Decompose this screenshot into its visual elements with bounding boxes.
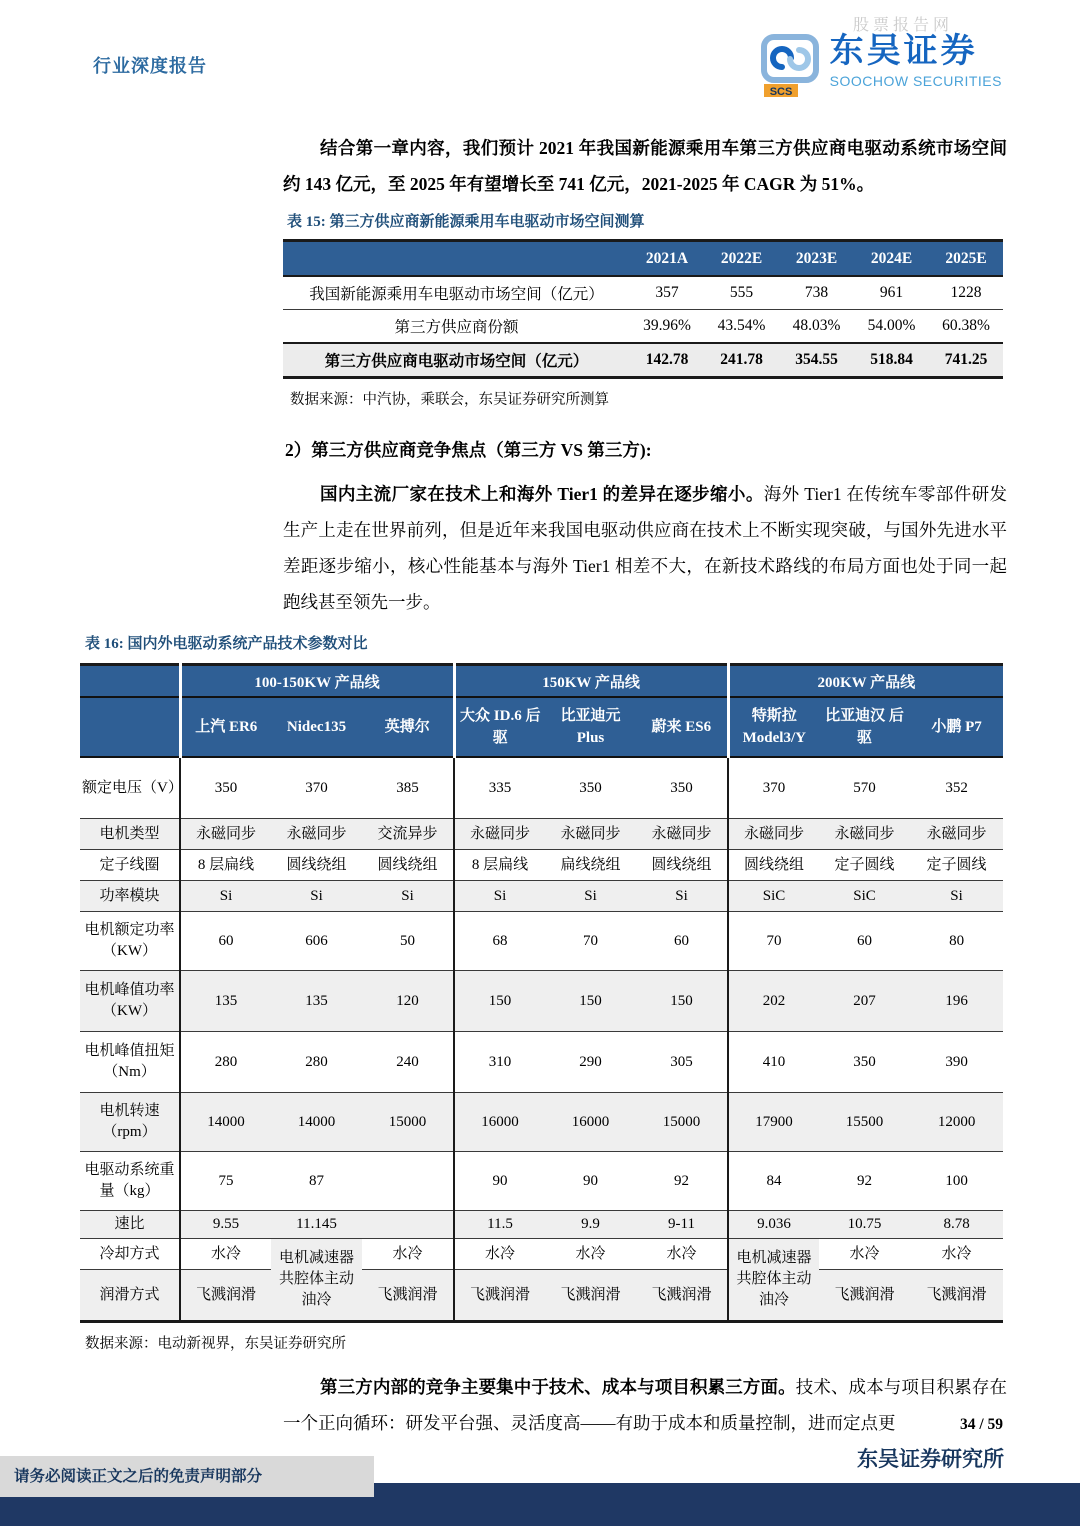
paragraph-rest: 技术、成本与项目积累存在一个正向循环：研发平台强、灵活度高——有助于成本和质量控制，进而定点更 bbox=[283, 1377, 1008, 1433]
cell: 70 bbox=[728, 912, 819, 971]
paragraph-rest: 海外 Tier1 在传统车零部件研发生产上走在世界前列，但是近年来我国电驱动供应商在技术上不断实现突破，与国外先进水平差距逐步缩小，核心性能基本与海外 Tier1 相差不大，在新技术路线的布局方面也处于同一起跑线甚至领先一步。 bbox=[283, 484, 1007, 612]
table-15-caption-text: 第三方供应商新能源乘用车电驱动市场空间测算 bbox=[329, 214, 645, 230]
table-15-caption-label: 表 15: bbox=[287, 214, 326, 230]
cell: 14000 bbox=[180, 1093, 271, 1152]
table-row bbox=[80, 1093, 1003, 1152]
cell: 水冷 bbox=[819, 1239, 910, 1270]
row-label: 速比 bbox=[80, 1211, 180, 1239]
cell: 9.55 bbox=[180, 1211, 271, 1239]
cell: 水冷 bbox=[454, 1239, 545, 1270]
paragraph-lead: 第三方内部的竞争主要集中于技术、成本与项目积累三方面。 bbox=[320, 1377, 796, 1397]
cell: 飞溅润滑 bbox=[636, 1270, 728, 1322]
cell: 9.036 bbox=[728, 1211, 819, 1239]
cell: 16000 bbox=[545, 1093, 636, 1152]
row-label: 电机转速（rpm） bbox=[80, 1093, 180, 1152]
cell: 555 bbox=[704, 276, 779, 310]
watermark: 股票报告网 bbox=[853, 17, 954, 34]
page-number: 34 / 59 bbox=[959, 1416, 1003, 1433]
column-header: 比亚迪元 Plus bbox=[545, 697, 636, 757]
cell: Si bbox=[271, 881, 362, 912]
cell: Si bbox=[180, 881, 271, 912]
cell: 定子圆线 bbox=[910, 850, 1003, 881]
table-row-total bbox=[283, 343, 1003, 378]
cell: 75 bbox=[180, 1152, 271, 1211]
cell: 10.75 bbox=[819, 1211, 910, 1239]
soochow-logo-icon bbox=[760, 34, 820, 103]
cell: 9.9 bbox=[545, 1211, 636, 1239]
cell: 280 bbox=[271, 1032, 362, 1093]
column-header: 小鹏 P7 bbox=[910, 697, 1003, 757]
table-15-header-row bbox=[283, 241, 1003, 277]
cell: 290 bbox=[545, 1032, 636, 1093]
cell: 永磁同步 bbox=[636, 819, 728, 850]
cell: 飞溅润滑 bbox=[910, 1270, 1003, 1322]
cell: 354.55 bbox=[779, 343, 854, 378]
cell: 135 bbox=[271, 971, 362, 1032]
table-row bbox=[80, 1152, 1003, 1211]
paragraph-forecast: 结合第一章内容，我们预计 2021 年我国新能源乘用车第三方供应商电驱动系统市场空间约 143 亿元，至 2025 年有望增长至 741 亿元，2021-2025 年 CAGR 为 51%。 bbox=[283, 138, 1007, 194]
cell: 135 bbox=[180, 971, 271, 1032]
cell: Si bbox=[910, 881, 1003, 912]
row-label: 电机峰值功率（KW） bbox=[80, 971, 180, 1032]
cell: 54.00% bbox=[854, 310, 929, 344]
cell: 水冷 bbox=[636, 1239, 728, 1270]
cell: 741.25 bbox=[929, 343, 1003, 378]
section-heading: 2）第三方供应商竞争焦点（第三方 VS 第三方): bbox=[285, 440, 652, 460]
cell: 202 bbox=[728, 971, 819, 1032]
cell: 142.78 bbox=[630, 343, 704, 378]
table-15-source: 数据来源：中汽协，乘联会，东吴证券研究所测算 bbox=[290, 392, 609, 408]
cell: 48.03% bbox=[779, 310, 854, 344]
cell: 606 bbox=[271, 912, 362, 971]
cell bbox=[362, 1211, 454, 1239]
cell: 飞溅润滑 bbox=[362, 1270, 454, 1322]
column-header bbox=[283, 241, 630, 277]
cell: 永磁同步 bbox=[728, 819, 819, 850]
cell: 196 bbox=[910, 971, 1003, 1032]
cell: SiC bbox=[819, 881, 910, 912]
cell: 永磁同步 bbox=[271, 819, 362, 850]
cell: 永磁同步 bbox=[819, 819, 910, 850]
table-row bbox=[80, 1211, 1003, 1239]
cell: 永磁同步 bbox=[180, 819, 271, 850]
cell: 50 bbox=[362, 912, 454, 971]
column-header: 2024E bbox=[854, 241, 929, 277]
cell: 357 bbox=[630, 276, 704, 310]
cell: 水冷 bbox=[180, 1239, 271, 1270]
cell: SiC bbox=[728, 881, 819, 912]
table-15-caption bbox=[287, 210, 1003, 231]
row-label: 第三方供应商份额 bbox=[283, 310, 630, 344]
column-header: 2021A bbox=[630, 241, 704, 277]
cell: 15000 bbox=[636, 1093, 728, 1152]
row-label: 额定电压（V） bbox=[80, 757, 180, 819]
table-16-source: 数据来源：电动新视界，东吴证券研究所 bbox=[85, 1336, 346, 1352]
merged-cell: 电机减速器共腔体主动油冷 bbox=[271, 1239, 362, 1322]
cell: 80 bbox=[910, 912, 1003, 971]
cell: 350 bbox=[180, 757, 271, 819]
cell: Si bbox=[545, 881, 636, 912]
cell: 60 bbox=[636, 912, 728, 971]
cell: 150 bbox=[545, 971, 636, 1032]
cell: Si bbox=[362, 881, 454, 912]
table-16-caption bbox=[85, 632, 1003, 653]
cell: 60 bbox=[180, 912, 271, 971]
corner-cell bbox=[80, 665, 180, 698]
cell: 8 层扁线 bbox=[454, 850, 545, 881]
table-row bbox=[80, 1032, 1003, 1093]
merged-cell: 电机减速器共腔体主动油冷 bbox=[728, 1239, 819, 1322]
table-row bbox=[80, 971, 1003, 1032]
table-row-lubrication bbox=[80, 1270, 1003, 1322]
table-row bbox=[80, 881, 1003, 912]
column-header: 蔚来 ES6 bbox=[636, 697, 728, 757]
cell: 305 bbox=[636, 1032, 728, 1093]
cell: 350 bbox=[819, 1032, 910, 1093]
logo-name-en: SOOCHOW SECURITIES bbox=[829, 72, 1002, 89]
logo-text bbox=[830, 34, 1002, 89]
cell: 87 bbox=[271, 1152, 362, 1211]
cell: 圆线绕组 bbox=[362, 850, 454, 881]
column-header: 特斯拉 Model3/Y bbox=[728, 697, 819, 757]
column-header: 2023E bbox=[779, 241, 854, 277]
table-16-caption-text: 国内外电驱动系统产品技术参数对比 bbox=[127, 636, 368, 652]
cell: 241.78 bbox=[704, 343, 779, 378]
cell: 240 bbox=[362, 1032, 454, 1093]
cell: 永磁同步 bbox=[910, 819, 1003, 850]
cell: 飞溅润滑 bbox=[819, 1270, 910, 1322]
cell: 385 bbox=[362, 757, 454, 819]
row-label: 我国新能源乘用车电驱动市场空间（亿元） bbox=[283, 276, 630, 310]
cell: 飞溅润滑 bbox=[454, 1270, 545, 1322]
cell: 9-11 bbox=[636, 1211, 728, 1239]
cell: 370 bbox=[271, 757, 362, 819]
row-label: 第三方供应商电驱动市场空间（亿元） bbox=[283, 343, 630, 378]
cell: 120 bbox=[362, 971, 454, 1032]
cell: 150 bbox=[636, 971, 728, 1032]
row-label: 定子线圈 bbox=[80, 850, 180, 881]
row-label: 润滑方式 bbox=[80, 1270, 180, 1322]
row-label: 冷却方式 bbox=[80, 1239, 180, 1270]
table-16-column-header-row bbox=[80, 697, 1003, 757]
cell: 扁线绕组 bbox=[545, 850, 636, 881]
cell: 150 bbox=[454, 971, 545, 1032]
report-type-label: 行业深度报告 bbox=[93, 56, 207, 76]
table-row bbox=[80, 850, 1003, 881]
cell: 60.38% bbox=[929, 310, 1003, 344]
cell: 17900 bbox=[728, 1093, 819, 1152]
column-header: 大众 ID.6 后驱 bbox=[454, 697, 545, 757]
cell: 永磁同步 bbox=[454, 819, 545, 850]
table-16-group-header-row bbox=[80, 665, 1003, 698]
table-row bbox=[80, 912, 1003, 971]
table-row-cooling bbox=[80, 1239, 1003, 1270]
cell: 92 bbox=[819, 1152, 910, 1211]
column-header: 比亚迪汉 后驱 bbox=[819, 697, 910, 757]
table-row bbox=[80, 757, 1003, 819]
table-16-caption-label: 表 16: bbox=[85, 636, 124, 652]
logo-name-cn: 东吴证券 bbox=[829, 32, 978, 70]
cell: 圆线绕组 bbox=[728, 850, 819, 881]
cell: 飞溅润滑 bbox=[180, 1270, 271, 1322]
cell: 350 bbox=[545, 757, 636, 819]
cell: 14000 bbox=[271, 1093, 362, 1152]
cell: 90 bbox=[454, 1152, 545, 1211]
cell: 410 bbox=[728, 1032, 819, 1093]
cell: 15500 bbox=[819, 1093, 910, 1152]
cell: 水冷 bbox=[545, 1239, 636, 1270]
group-header: 200KW 产品线 bbox=[728, 665, 1003, 698]
cell: 定子圆线 bbox=[819, 850, 910, 881]
column-header: Nidec135 bbox=[271, 697, 362, 757]
cell: 1228 bbox=[929, 276, 1003, 310]
soochow-logo bbox=[760, 34, 1002, 103]
cell: 310 bbox=[454, 1032, 545, 1093]
cell: 350 bbox=[636, 757, 728, 819]
table-row bbox=[80, 819, 1003, 850]
column-header: 2025E bbox=[929, 241, 1003, 277]
paragraph-competition bbox=[283, 1369, 1007, 1441]
cell: 8 层扁线 bbox=[180, 850, 271, 881]
cell: 飞溅润滑 bbox=[545, 1270, 636, 1322]
paragraph-tier1 bbox=[283, 476, 1007, 620]
corner-cell bbox=[80, 697, 180, 757]
cell: 圆线绕组 bbox=[636, 850, 728, 881]
cell: 961 bbox=[854, 276, 929, 310]
paragraph-lead: 国内主流厂家在技术上和海外 Tier1 的差异在逐步缩小。 bbox=[320, 484, 764, 504]
cell: 11.145 bbox=[271, 1211, 362, 1239]
group-header: 100-150KW 产品线 bbox=[180, 665, 454, 698]
svg-text:SCS: SCS bbox=[769, 86, 792, 98]
cell: 交流异步 bbox=[362, 819, 454, 850]
cell: 352 bbox=[910, 757, 1003, 819]
cell: 12000 bbox=[910, 1093, 1003, 1152]
row-label: 电机峰值扭矩（Nm） bbox=[80, 1032, 180, 1093]
cell: 370 bbox=[728, 757, 819, 819]
cell: 水冷 bbox=[362, 1239, 454, 1270]
column-header: 2022E bbox=[704, 241, 779, 277]
row-label: 电驱动系统重量（kg） bbox=[80, 1152, 180, 1211]
cell: 永磁同步 bbox=[545, 819, 636, 850]
cell: 738 bbox=[779, 276, 854, 310]
cell: 68 bbox=[454, 912, 545, 971]
cell: 15000 bbox=[362, 1093, 454, 1152]
cell: 70 bbox=[545, 912, 636, 971]
cell: 11.5 bbox=[454, 1211, 545, 1239]
cell bbox=[362, 1152, 454, 1211]
column-header: 英搏尔 bbox=[362, 697, 454, 757]
cell: 92 bbox=[636, 1152, 728, 1211]
cell: 100 bbox=[910, 1152, 1003, 1211]
cell: 39.96% bbox=[630, 310, 704, 344]
cell: 84 bbox=[728, 1152, 819, 1211]
table-16 bbox=[80, 663, 1003, 1323]
cell: 280 bbox=[180, 1032, 271, 1093]
cell: 43.54% bbox=[704, 310, 779, 344]
cell: 圆线绕组 bbox=[271, 850, 362, 881]
cell: Si bbox=[636, 881, 728, 912]
research-institute-label: 东吴证券研究所 bbox=[857, 1447, 1004, 1471]
cell: 518.84 bbox=[854, 343, 929, 378]
row-label: 电机额定功率（KW） bbox=[80, 912, 180, 971]
table-15 bbox=[283, 239, 1003, 379]
cell: 335 bbox=[454, 757, 545, 819]
cell: 570 bbox=[819, 757, 910, 819]
table-row bbox=[283, 276, 1003, 310]
cell: 16000 bbox=[454, 1093, 545, 1152]
table-row bbox=[283, 310, 1003, 344]
cell: 207 bbox=[819, 971, 910, 1032]
row-label: 电机类型 bbox=[80, 819, 180, 850]
cell: 水冷 bbox=[910, 1239, 1003, 1270]
group-header: 150KW 产品线 bbox=[454, 665, 728, 698]
cell: 390 bbox=[910, 1032, 1003, 1093]
cell: 60 bbox=[819, 912, 910, 971]
row-label: 功率模块 bbox=[80, 881, 180, 912]
cell: Si bbox=[454, 881, 545, 912]
cell: 8.78 bbox=[910, 1211, 1003, 1239]
page-body bbox=[80, 130, 1008, 1441]
cell: 90 bbox=[545, 1152, 636, 1211]
column-header: 上汽 ER6 bbox=[180, 697, 271, 757]
disclaimer-note: 请务必阅读正文之后的免责声明部分 bbox=[0, 1456, 374, 1497]
